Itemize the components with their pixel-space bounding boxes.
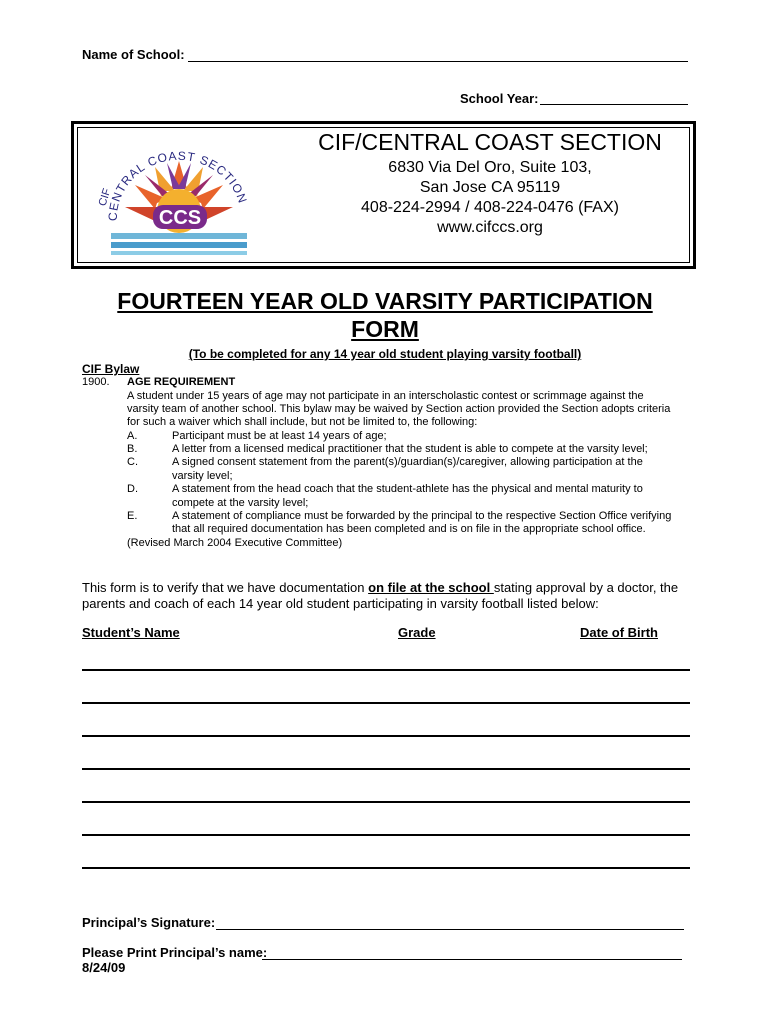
principal-print-name-label: Please Print Principal’s name:	[82, 945, 268, 960]
bylaw-intro-line: varsity team of another school. This bylaw may be waived by Section action provided the Section adopts criteria	[127, 402, 671, 415]
bylaw-section-title: AGE REQUIREMENT	[127, 376, 236, 388]
student-entry-row[interactable]	[82, 669, 690, 671]
ccs-logo-graphic	[95, 145, 263, 257]
bylaw-heading: CIF Bylaw	[82, 362, 140, 376]
criteria-item	[127, 430, 707, 443]
criteria-item	[127, 443, 707, 456]
verify-text-end: stating approval by a doctor, the	[493, 580, 679, 595]
school-name-label: Name of School:	[82, 47, 185, 62]
school-year-field[interactable]	[540, 104, 688, 105]
logo-prefix: CIF	[96, 187, 114, 208]
student-entry-row[interactable]	[82, 768, 690, 770]
criteria-text: that all required documentation has been completed and is on file in the appropriate school office.	[172, 523, 646, 536]
form-title-line-2: FORM	[351, 316, 419, 342]
verify-emphasis: on file at the school	[368, 580, 494, 595]
principal-signature-field[interactable]	[216, 929, 684, 930]
criteria-text: varsity level;	[172, 469, 233, 482]
verify-paragraph	[82, 580, 702, 612]
logo-text: CCS	[158, 207, 202, 229]
col-header-student-name: Student’s Name	[82, 625, 180, 640]
criteria-item	[127, 483, 707, 510]
criteria-item	[127, 456, 707, 483]
waves-icon	[111, 233, 247, 255]
principal-signature-label: Principal’s Signature:	[82, 915, 216, 930]
verify-text: This form is to verify that we have documentation	[82, 580, 369, 595]
criteria-letter: C.	[127, 456, 138, 469]
address-line-2: San Jose CA 95119	[419, 179, 561, 196]
col-header-grade: Grade	[398, 625, 436, 640]
bylaw-revised: (Revised March 2004 Executive Committee)	[127, 536, 343, 549]
criteria-letter: D.	[127, 483, 138, 496]
school-year-label: School Year:	[460, 91, 539, 106]
ccs-logo	[95, 145, 263, 257]
student-entry-row[interactable]	[82, 801, 690, 803]
form-subtitle: (To be completed for any 14 year old student playing varsity football)	[188, 347, 582, 361]
student-entry-row[interactable]	[82, 834, 690, 836]
col-header-date-of-birth: Date of Birth	[580, 625, 658, 640]
criteria-item	[127, 510, 707, 537]
student-entry-row[interactable]	[82, 867, 690, 869]
student-entry-row[interactable]	[82, 702, 690, 704]
criteria-text: A signed consent statement from the parent(s)/guardian(s)/caregiver, allowing participation at the	[172, 456, 643, 469]
bylaw-intro-line: for such a waiver which shall include, but not be limited to, the following:	[127, 416, 478, 429]
school-name-field[interactable]	[188, 61, 688, 62]
address-line-1: 6830 Via Del Oro, Suite 103,	[388, 159, 592, 176]
form-title-line-1: FOURTEEN YEAR OLD VARSITY PARTICIPATION	[117, 288, 653, 314]
bylaw-criteria-list	[127, 430, 707, 551]
criteria-text: A statement of compliance must be forwarded by the principal to the respective Section Office verifying	[172, 510, 672, 523]
bylaw-intro-line: A student under 15 years of age may not participate in an interscholastic contest or scrimmage against the	[127, 389, 644, 402]
verify-line-2: parents and coach of each 14 year old student participating in varsity football listed below:	[82, 596, 599, 611]
principal-print-name-field[interactable]	[262, 959, 682, 960]
criteria-text: A statement from the head coach that the student-athlete has the physical and mental maturity to	[172, 483, 643, 496]
logo-arc-text: CENTRAL COAST SECTION	[105, 148, 250, 222]
student-entry-row[interactable]	[82, 735, 690, 737]
phone-fax: 408-224-2994 / 408-224-0476 (FAX)	[361, 199, 619, 216]
website: www.cifccs.org	[437, 219, 543, 236]
criteria-text: compete at the varsity level;	[172, 496, 309, 509]
criteria-letter: B.	[127, 443, 138, 456]
form-date: 8/24/09	[82, 960, 126, 975]
criteria-letter: E.	[127, 510, 138, 523]
bylaw-number: 1900.	[82, 376, 110, 388]
criteria-letter: A.	[127, 429, 138, 442]
bylaw-intro	[127, 390, 707, 430]
org-name: CIF/CENTRAL COAST SECTION	[318, 129, 662, 155]
criteria-text: Participant must be at least 14 years of age;	[172, 429, 387, 442]
criteria-text: A letter from a licensed medical practitioner that the student is able to compete at the varsity level;	[172, 443, 648, 456]
